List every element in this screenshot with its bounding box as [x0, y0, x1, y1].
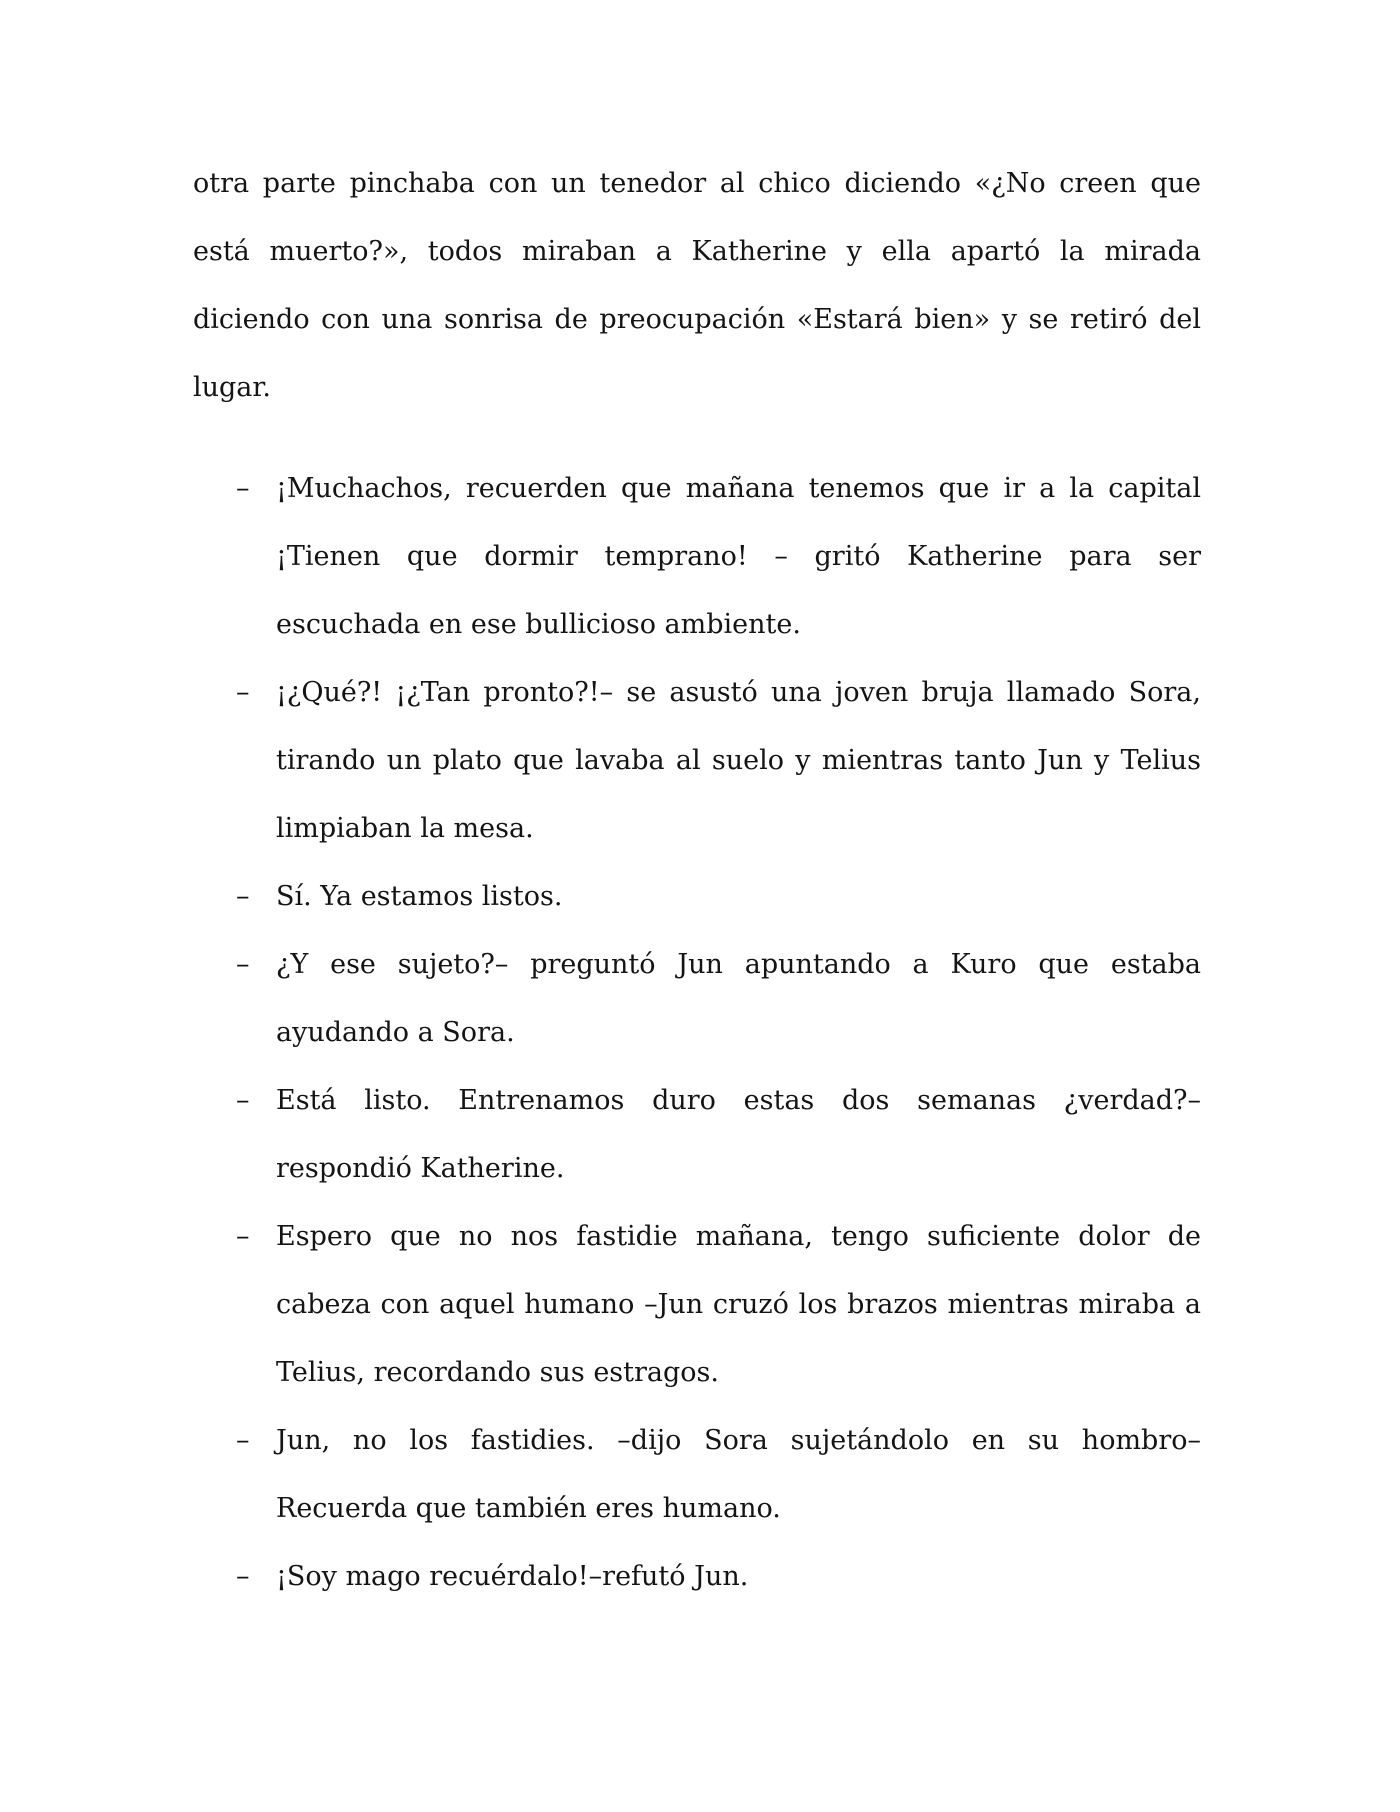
dialogue-dash: – [236, 1561, 250, 1592]
dialogue-line [236, 455, 1201, 659]
opening-paragraph-block [193, 150, 1201, 422]
dialogue-dash: – [236, 677, 250, 708]
dialogue-list [236, 455, 1201, 1611]
dialogue-text: Espero que no nos fastidie mañana, tengo suficiente dolor de cabeza con aquel humano –Jun cruzó los brazos mientras miraba a Telius, recordando sus estragos. [276, 1221, 1201, 1388]
opening-paragraph: otra parte pinchaba con un tenedor al chico diciendo «¿No creen que está muerto?», todos miraban a Katherine y ella apartó la mirada diciendo con una sonrisa de preocupación «Estará bien» y se retiró del lugar. [193, 168, 1201, 403]
dialogue-line [236, 1543, 1201, 1611]
dialogue-text: Está listo. Entrenamos duro estas dos semanas ¿verdad?– respondió Katherine. [276, 1085, 1201, 1184]
dialogue-line [236, 1203, 1201, 1407]
dialogue-text: ¡¿Qué?! ¡¿Tan pronto?!– se asustó una joven bruja llamado Sora, tirando un plato que lavaba al suelo y mientras tanto Jun y Telius limpiaban la mesa. [276, 677, 1201, 844]
dialogue-text: ¡Muchachos, recuerden que mañana tenemos que ir a la capital ¡Tienen que dormir temprano! – gritó Katherine para ser escuchada en ese bullicioso ambiente. [276, 473, 1201, 640]
dialogue-text: ¿Y ese sujeto?– preguntó Jun apuntando a Kuro que estaba ayudando a Sora. [276, 949, 1201, 1048]
dialogue-dash: – [236, 949, 250, 980]
dialogue-text: Jun, no los fastidies. –dijo Sora sujetándolo en su hombro–Recuerda que también eres humano. [276, 1425, 1201, 1524]
dialogue-line [236, 1067, 1201, 1203]
dialogue-dash: – [236, 1221, 250, 1252]
dialogue-line [236, 931, 1201, 1067]
dialogue-dash: – [236, 473, 250, 504]
dialogue-line [236, 1407, 1201, 1543]
dialogue-text: Sí. Ya estamos listos. [276, 881, 563, 912]
dialogue-dash: – [236, 1085, 250, 1116]
dialogue-line [236, 863, 1201, 931]
dialogue-dash: – [236, 881, 250, 912]
dialogue-line [236, 659, 1201, 863]
dialogue-text: ¡Soy mago recuérdalo!–refutó Jun. [276, 1561, 749, 1592]
dialogue-dash: – [236, 1425, 250, 1456]
